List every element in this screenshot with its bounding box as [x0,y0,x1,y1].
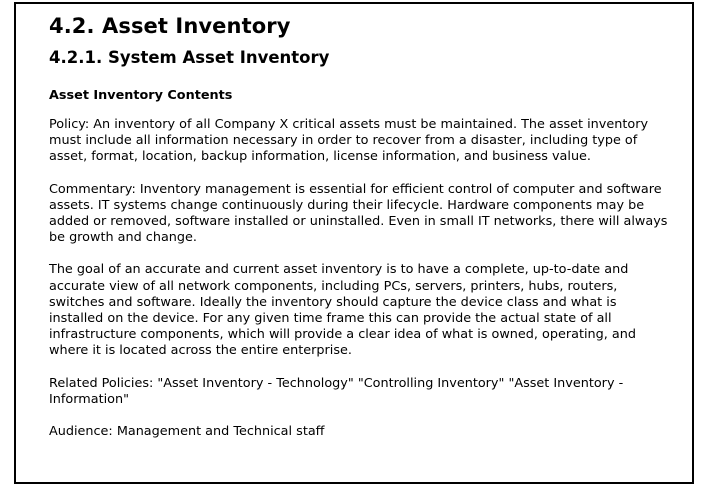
sub-heading: 4.2.1. System Asset Inventory [49,48,330,67]
related-policies-paragraph: Related Policies: "Asset Inventory - Technology" "Controlling Inventory" "Asset Inventory - Information" [49,375,624,407]
document-frame [14,2,694,484]
goal-paragraph: The goal of an accurate and current asset inventory is to have a complete, up-to-date and accurate view of all network components, including PCs, servers, printers, hubs, routers, switches and software. Ideally the inventory should capture the device class and what is installed on the device. For any given time frame this can provide the actual state of all infrastructure components, which will provide a clear idea of what is owned, operating, and where it is located across the entire enterprise. [49,262,636,359]
audience-paragraph: Audience: Management and Technical staff [49,424,325,440]
main-heading: 4.2. Asset Inventory [49,14,291,38]
commentary-paragraph: Commentary: Inventory management is essential for efficient control of computer and software assets. IT systems change continuously during their lifecycle. Hardware components may be added or removed, software installed or uninstalled. Even in small IT networks, there will always be growth and change. [49,181,668,246]
section-title: Asset Inventory Contents [49,88,233,103]
policy-paragraph: Policy: An inventory of all Company X critical assets must be maintained. The asset inventory must include all information necessary in order to recover from a disaster, including type of asset, format, location, backup information, license information, and business value. [49,117,649,165]
